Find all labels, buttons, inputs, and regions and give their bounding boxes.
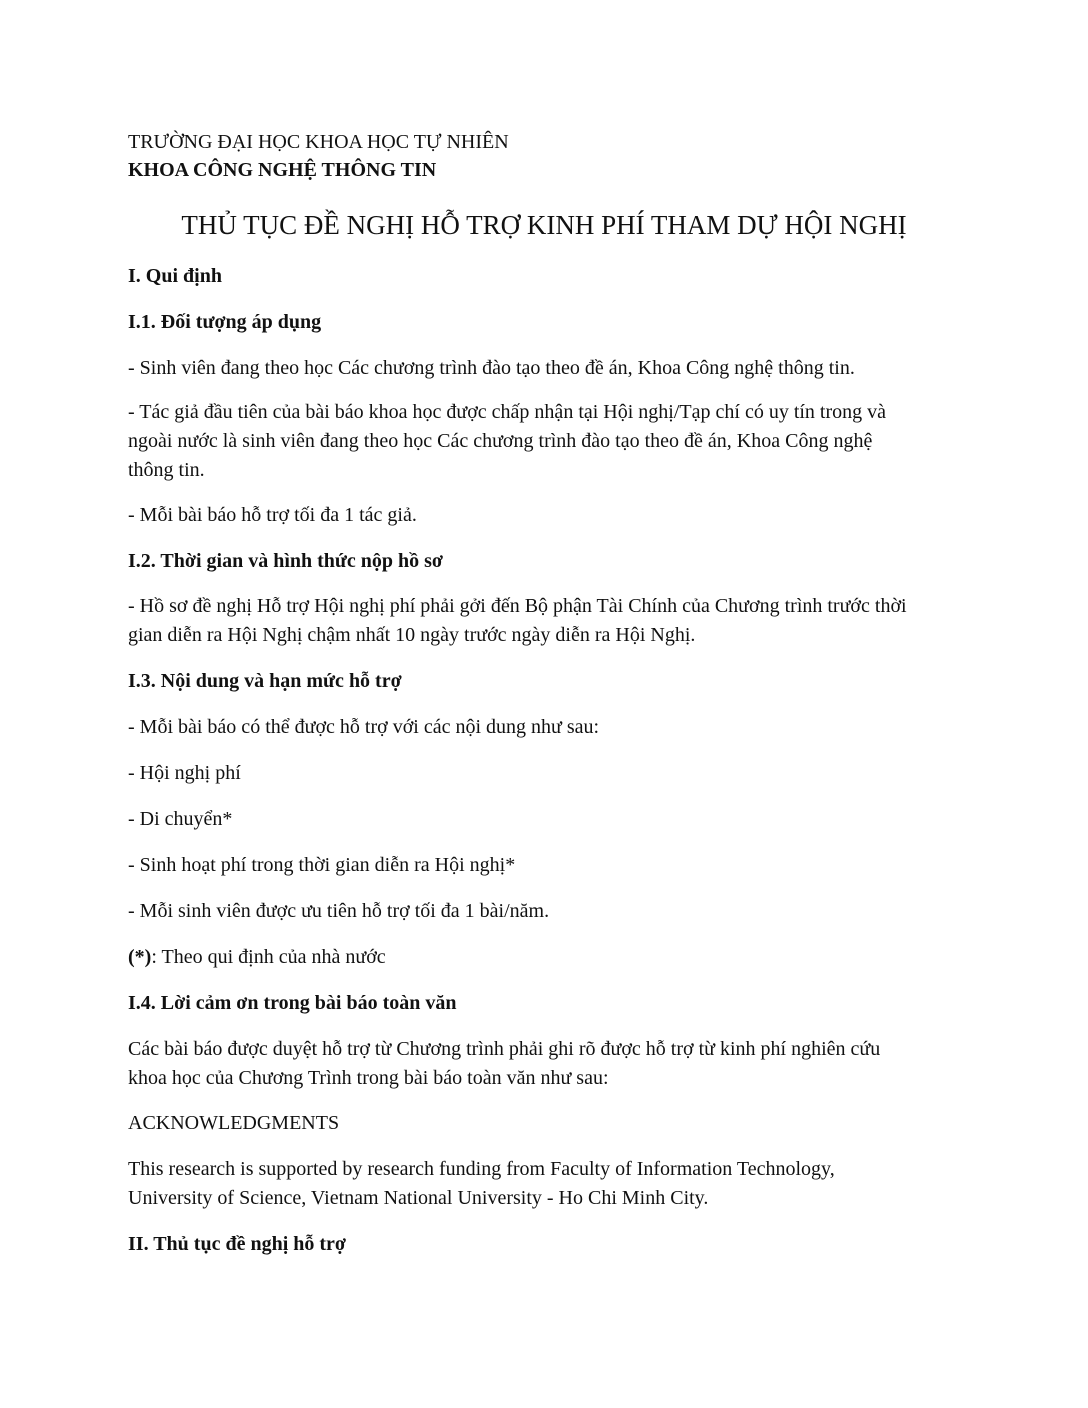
section-1-4-heading: I.4. Lời cảm ơn trong bài báo toàn văn (128, 992, 457, 1014)
section-2-heading: II. Thủ tục đề nghị hỗ trợ (128, 1233, 346, 1255)
acknowledgments-line-1: This research is supported by research funding from Faculty of Information Technology, (128, 1158, 835, 1180)
note-text: : Theo qui định của nhà nước (151, 946, 386, 968)
section-1-3-para-4: - Sinh hoạt phí trong thời gian diễn ra Hội nghị* (128, 854, 516, 876)
section-1-1-heading: I.1. Đối tượng áp dụng (128, 311, 322, 333)
section-1-3-heading: I.3. Nội dung và hạn mức hỗ trợ (128, 670, 402, 692)
university-name: TRƯỜNG ĐẠI HỌC KHOA HỌC TỰ NHIÊN (128, 131, 509, 153)
section-1-3-note (128, 943, 386, 971)
document-title: THỦ TỤC ĐỀ NGHỊ HỖ TRỢ KINH PHÍ THAM DỰ HỘI NGHỊ (181, 210, 907, 240)
faculty-name: KHOA CÔNG NGHỆ THÔNG TIN (128, 159, 437, 181)
section-1-1-para-1: - Sinh viên đang theo học Các chương trình đào tạo theo đề án, Khoa Công nghệ thông tin. (128, 357, 855, 379)
section-1-3-para-2: - Hội nghị phí (128, 762, 241, 784)
section-1-2-para-line-1: - Hồ sơ đề nghị Hỗ trợ Hội nghị phí phải gởi đến Bộ phận Tài Chính của Chương trình trước thời (128, 595, 907, 617)
section-1-3-para-5: - Mỗi sinh viên được ưu tiên hỗ trợ tối đa 1 bài/năm. (128, 900, 550, 922)
section-1-4-para-line-1: Các bài báo được duyệt hỗ trợ từ Chương trình phải ghi rõ được hỗ trợ từ kinh phí nghiên cứu (128, 1038, 881, 1060)
section-1-heading: I. Qui định (128, 265, 222, 287)
section-1-1-para-2-line-2: ngoài nước là sinh viên đang theo học Các chương trình đào tạo theo đề án, Khoa Công nghệ (128, 430, 873, 452)
acknowledgments-heading: ACKNOWLEDGMENTS (128, 1112, 340, 1134)
section-1-1-para-3: - Mỗi bài báo hỗ trợ tối đa 1 tác giả. (128, 504, 417, 526)
section-1-4-para-line-2: khoa học của Chương Trình trong bài báo toàn văn như sau: (128, 1067, 609, 1089)
section-1-2-heading: I.2. Thời gian và hình thức nộp hồ sơ (128, 550, 444, 572)
note-marker: (*) (128, 946, 152, 968)
section-1-3-para-1: - Mỗi bài báo có thể được hỗ trợ với các nội dung như sau: (128, 716, 600, 738)
acknowledgments-line-2: University of Science, Vietnam National University - Ho Chi Minh City. (128, 1187, 709, 1209)
section-1-1-para-2-line-3: thông tin. (128, 459, 205, 481)
section-1-3-para-3: - Di chuyển* (128, 808, 233, 830)
section-1-1-para-2-line-1: - Tác giả đầu tiên của bài báo khoa học được chấp nhận tại Hội nghị/Tạp chí có uy tín trong và (128, 401, 887, 423)
section-1-2-para-line-2: gian diễn ra Hội Nghị chậm nhất 10 ngày trước ngày diễn ra Hội Nghị. (128, 624, 696, 646)
